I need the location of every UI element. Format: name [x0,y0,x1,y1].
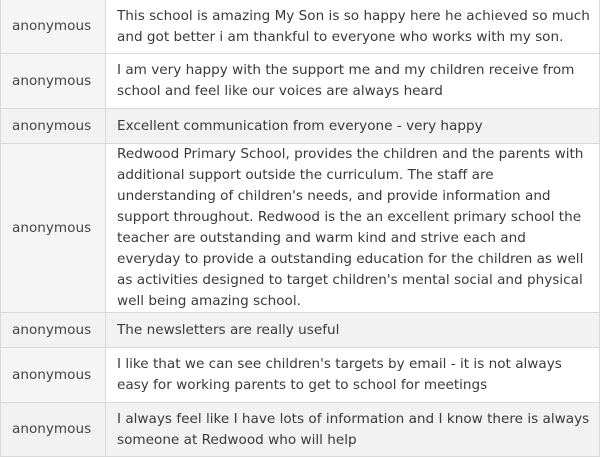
comment-cell: I always feel like I have lots of information and I know there is always someone at Redwood who will help [106,403,600,457]
comment-cell: Excellent communication from everyone - very happy [106,109,600,144]
author-cell: anonymous [1,313,106,348]
comment-cell: The newsletters are really useful [106,313,600,348]
author-cell: anonymous [1,348,106,403]
author-cell: anonymous [1,403,106,457]
table-row [1,403,600,457]
table-row [1,144,600,313]
comment-cell: I am very happy with the support me and my children receive from school and feel like our voices are always heard [106,54,600,109]
comment-cell: This school is amazing My Son is so happy here he achieved so much and got better i am thankful to everyone who works with my son. [106,0,600,54]
author-cell: anonymous [1,0,106,54]
author-cell: anonymous [1,109,106,144]
comment-cell: I like that we can see children's targets by email - it is not always easy for working parents to get to school for meetings [106,348,600,403]
table-row [1,54,600,109]
comment-cell: Redwood Primary School, provides the children and the parents with additional support outside the curriculum. The staff are understanding of children's needs, and provide information and support throughout. Redwood is the an excellent primary school the teacher are outstanding and warm kind and strive each and everyday to provide a outstanding education for the children as well as activities designed to target children's mental social and physical well being amazing school. [106,144,600,313]
table-row [1,109,600,144]
table-row [1,0,600,54]
author-cell: anonymous [1,54,106,109]
table-row [1,348,600,403]
author-cell: anonymous [1,144,106,313]
table-row [1,313,600,348]
